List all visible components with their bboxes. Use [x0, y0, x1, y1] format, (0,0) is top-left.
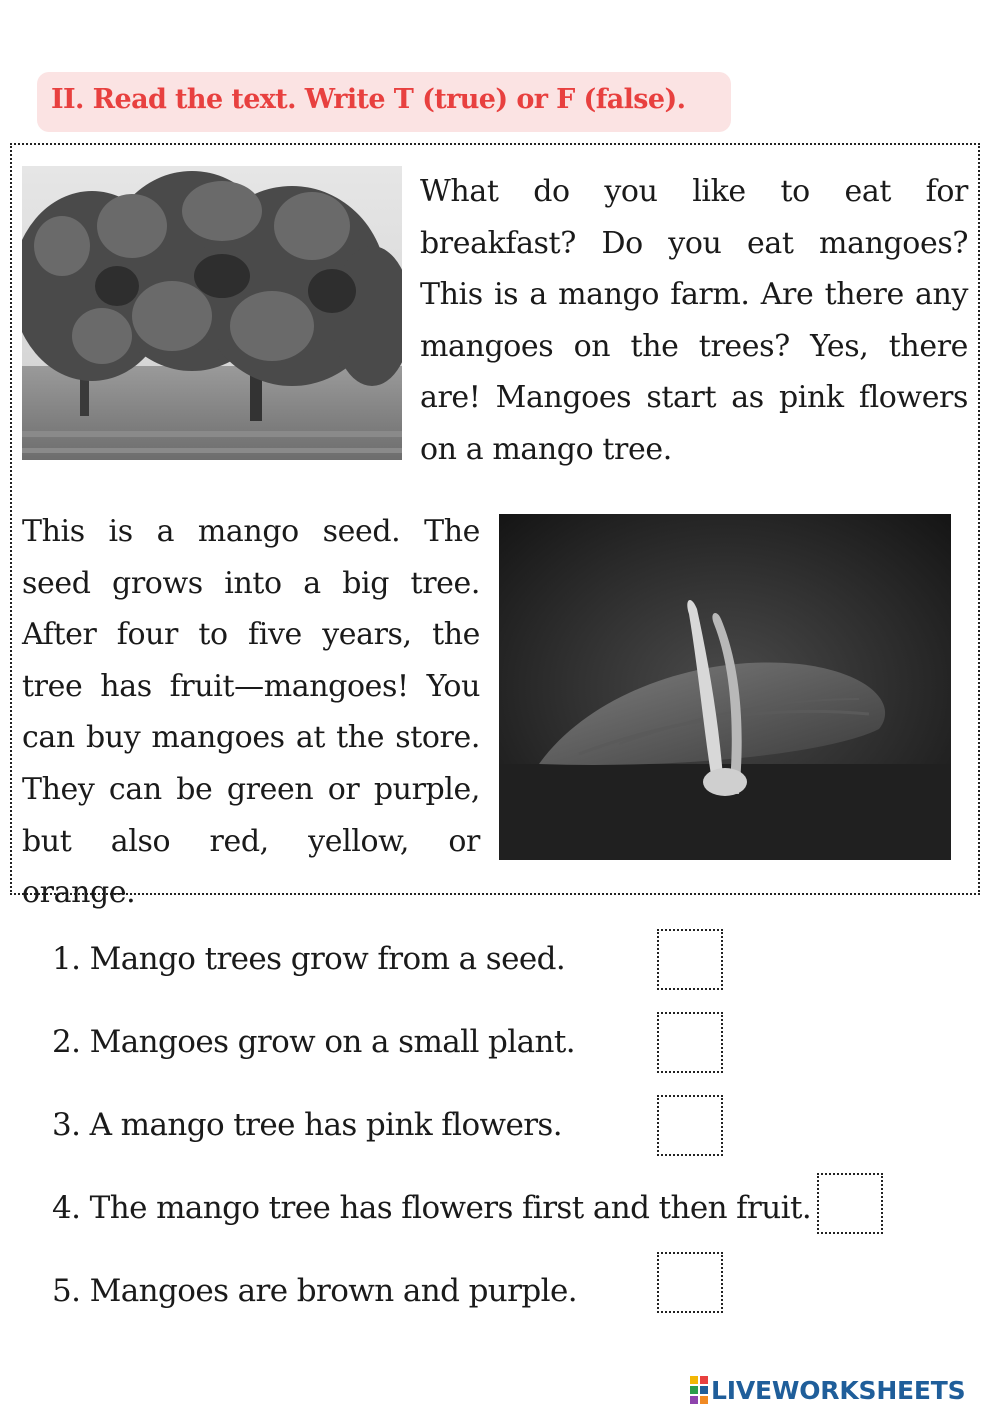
reading-paragraph-1: What do you like to eat for breakfast? Do you eat mangoes? This is a mango farm. Are there any mangoes on the trees? Yes, there are! Mangoes start as pink flowers on a mango tree.: [420, 174, 968, 467]
question-3-label: 3. A mango tree has pink flowers.: [52, 1107, 562, 1143]
question-5-answer-box[interactable]: [657, 1252, 723, 1313]
mango-seed-photo: [499, 514, 951, 860]
section-title-banner: [37, 72, 731, 132]
section-title: II. Read the text. Write T (true) or F (false).: [51, 84, 686, 115]
liveworksheets-brand: [690, 1374, 965, 1406]
question-2-label: 2. Mangoes grow on a small plant.: [52, 1024, 575, 1060]
liveworksheets-logo-icon: [690, 1376, 708, 1404]
mango-tree-photo: [22, 166, 402, 460]
reading-paragraph-2: This is a mango seed. The seed grows into a big tree. After four to five years, the tree has fruit—mangoes! You can buy mangoes at the store. They can be green or purple, but also red, yellow, or orange.: [22, 514, 480, 911]
question-4-answer-box[interactable]: [817, 1173, 883, 1234]
question-1-answer-box[interactable]: [657, 929, 723, 990]
question-2-answer-box[interactable]: [657, 1012, 723, 1073]
brand-name: LIVEWORKSHEETS: [711, 1375, 966, 1405]
question-4-label: 4. The mango tree has flowers first and then fruit.: [52, 1190, 812, 1226]
question-3-answer-box[interactable]: [657, 1095, 723, 1156]
question-1-label: 1. Mango trees grow from a seed.: [52, 941, 566, 977]
question-5-label: 5. Mangoes are brown and purple.: [52, 1273, 577, 1309]
